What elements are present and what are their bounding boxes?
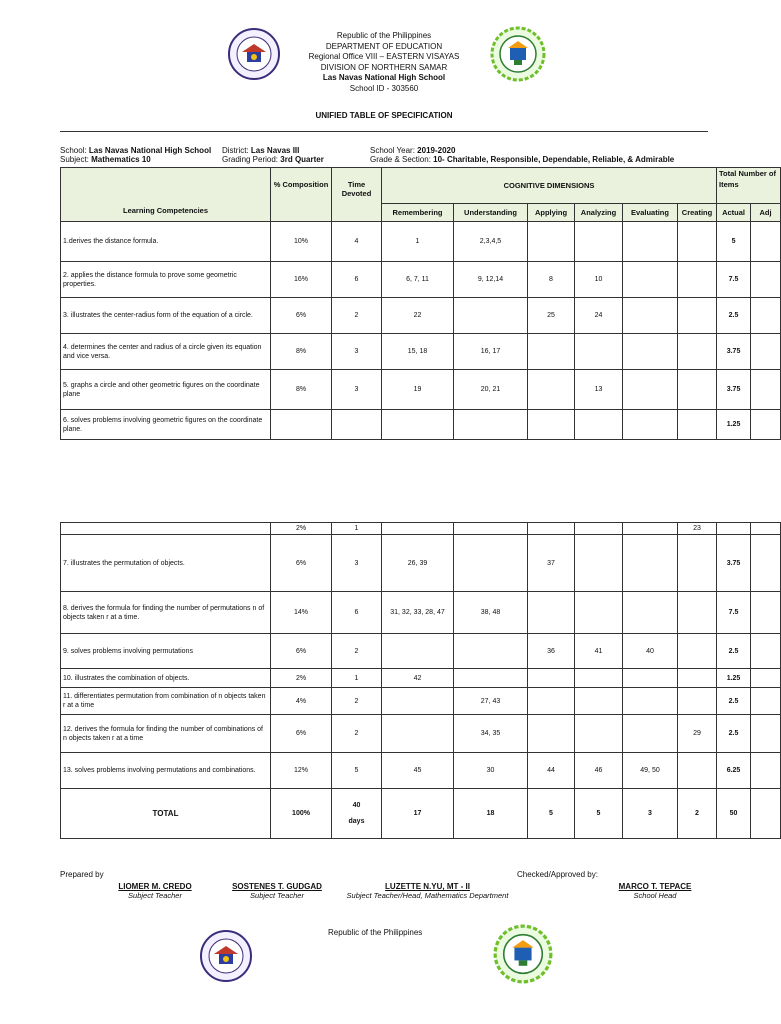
cell-remembering: 15, 18	[382, 334, 454, 370]
cell-actual: 2.5	[717, 688, 751, 715]
cell-understanding: 9, 12,14	[454, 262, 528, 298]
cell-adjusted	[751, 634, 781, 669]
cell-time: 1	[332, 523, 382, 535]
cell-time: 6	[332, 262, 382, 298]
table-row	[61, 222, 781, 262]
total-remembering: 17	[382, 789, 454, 839]
adjusted-header: Adj	[751, 204, 781, 222]
cell-creating	[678, 592, 717, 634]
cell-composition: 14%	[271, 592, 332, 634]
grading-period-info: Grading Period: 3rd Quarter	[222, 155, 324, 164]
cell-understanding: 27, 43	[454, 688, 528, 715]
cell-composition: 6%	[271, 535, 332, 592]
cell-remembering: 31, 32, 33, 28, 47	[382, 592, 454, 634]
cognitive-dimensions-header: COGNITIVE DIMENSIONS	[382, 168, 717, 204]
cell-remembering: 26, 39	[382, 535, 454, 592]
cell-remembering	[382, 634, 454, 669]
cell-applying	[528, 410, 575, 440]
district-info: District: Las Navas III	[222, 146, 300, 155]
cell-competency: 2. applies the distance formula to prove some geometric properties.	[61, 262, 271, 298]
cell-understanding	[454, 535, 528, 592]
table-row	[61, 535, 781, 592]
cell-analyzing: 13	[575, 370, 623, 410]
cell-creating	[678, 535, 717, 592]
cell-competency: 5. graphs a circle and other geometric figures on the coordinate plane	[61, 370, 271, 410]
cell-remembering: 22	[382, 298, 454, 334]
cell-applying	[528, 592, 575, 634]
cell-composition: 8%	[271, 334, 332, 370]
cell-understanding: 2,3,4,5	[454, 222, 528, 262]
cell-adjusted	[751, 535, 781, 592]
cell-evaluating	[623, 592, 678, 634]
table-row	[61, 688, 781, 715]
cell-analyzing	[575, 523, 623, 535]
cell-actual: 3.75	[717, 370, 751, 410]
cell-actual	[717, 523, 751, 535]
cell-competency: 1.derives the distance formula.	[61, 222, 271, 262]
prepared-by-label: Prepared by	[60, 870, 104, 879]
cell-actual: 1.25	[717, 410, 751, 440]
cell-competency: 12. derives the formula for finding the number of combinations of n objects taken r at a time	[61, 715, 271, 753]
cell-composition: 2%	[271, 669, 332, 688]
cell-actual: 1.25	[717, 669, 751, 688]
cell-understanding: 34, 35	[454, 715, 528, 753]
cell-actual: 2.5	[717, 715, 751, 753]
cell-composition: 2%	[271, 523, 332, 535]
checked-by-label: Checked/Approved by:	[517, 870, 598, 879]
total-actual: 50	[717, 789, 751, 839]
cell-creating: 29	[678, 715, 717, 753]
total-evaluating: 3	[623, 789, 678, 839]
cell-creating: 23	[678, 523, 717, 535]
applying-header: Applying	[528, 204, 575, 222]
actual-header: Actual	[717, 204, 751, 222]
cell-time: 3	[332, 535, 382, 592]
department-text: DEPARTMENT OF EDUCATION	[325, 41, 443, 51]
subject-info: Subject: Mathematics 10	[60, 155, 151, 164]
republic-text: Republic of the Philippines	[336, 31, 432, 40]
cell-competency: 11. differentiates permutation from combination of n objects taken r at a time	[61, 688, 271, 715]
cell-adjusted	[751, 410, 781, 440]
cell-understanding	[454, 410, 528, 440]
cell-competency	[61, 523, 271, 535]
cell-applying: 37	[528, 535, 575, 592]
cell-evaluating	[623, 298, 678, 334]
total-time: 40 days	[332, 789, 382, 839]
cell-composition: 6%	[271, 715, 332, 753]
divider	[60, 131, 708, 132]
cell-creating	[678, 298, 717, 334]
cell-competency: 4. determines the center and radius of a circle given its equation and vice versa.	[61, 334, 271, 370]
cell-time	[332, 410, 382, 440]
cell-time: 2	[332, 298, 382, 334]
region-text: Regional Office VIII – EASTERN VISAYAS	[308, 52, 460, 61]
cell-remembering	[382, 688, 454, 715]
cell-creating	[678, 634, 717, 669]
school-name-text: Las Navas National High School	[322, 73, 446, 82]
total-adjusted	[751, 789, 781, 839]
cell-remembering: 45	[382, 753, 454, 789]
cell-creating	[678, 753, 717, 789]
document-title: UNIFIED TABLE OF SPECIFICATION	[315, 111, 453, 120]
cell-time: 2	[332, 688, 382, 715]
cell-time: 4	[332, 222, 382, 262]
cell-evaluating	[623, 222, 678, 262]
cell-understanding: 20, 21	[454, 370, 528, 410]
cell-analyzing	[575, 410, 623, 440]
tos-table-bottom	[60, 522, 781, 839]
cell-evaluating	[623, 334, 678, 370]
cell-evaluating	[623, 523, 678, 535]
cell-adjusted	[751, 753, 781, 789]
cell-understanding	[454, 298, 528, 334]
cell-analyzing	[575, 334, 623, 370]
cell-adjusted	[751, 523, 781, 535]
cell-creating	[678, 410, 717, 440]
total-composition: 100%	[271, 789, 332, 839]
learning-competencies-header: Learning Competencies	[61, 168, 271, 222]
cell-competency: 3. illustrates the center-radius form of the equation of a circle.	[61, 298, 271, 334]
cell-evaluating	[623, 715, 678, 753]
cell-adjusted	[751, 715, 781, 753]
cell-understanding: 38, 48	[454, 592, 528, 634]
cell-composition	[271, 410, 332, 440]
school-info: School: Las Navas National High School	[60, 146, 212, 155]
cell-composition: 16%	[271, 262, 332, 298]
cell-evaluating	[623, 669, 678, 688]
total-creating: 2	[678, 789, 717, 839]
signatory-3: LUZETTE N.YU, MT - II Subject Teacher/Head, Mathematics Department	[346, 882, 509, 900]
table-row	[61, 669, 781, 688]
cell-actual: 5	[717, 222, 751, 262]
cell-analyzing: 24	[575, 298, 623, 334]
table-row	[61, 634, 781, 669]
cell-understanding	[454, 669, 528, 688]
cell-creating	[678, 688, 717, 715]
analyzing-header: Analyzing	[575, 204, 623, 222]
cell-evaluating: 49, 50	[623, 753, 678, 789]
cell-remembering	[382, 523, 454, 535]
cell-applying: 36	[528, 634, 575, 669]
cell-remembering	[382, 715, 454, 753]
cell-adjusted	[751, 298, 781, 334]
cell-competency: 8. derives the formula for finding the number of permutations n of objects taken r at a time.	[61, 592, 271, 634]
cell-evaluating: 40	[623, 634, 678, 669]
cell-adjusted	[751, 592, 781, 634]
cell-understanding	[454, 523, 528, 535]
total-applying: 5	[528, 789, 575, 839]
cell-creating	[678, 262, 717, 298]
cell-time: 1	[332, 669, 382, 688]
table-row	[61, 523, 781, 535]
cell-evaluating	[623, 370, 678, 410]
cell-creating	[678, 334, 717, 370]
cell-remembering: 19	[382, 370, 454, 410]
cell-analyzing	[575, 592, 623, 634]
table-row	[61, 753, 781, 789]
cell-analyzing	[575, 535, 623, 592]
evaluating-header: Evaluating	[623, 204, 678, 222]
cell-adjusted	[751, 262, 781, 298]
cell-remembering: 1	[382, 222, 454, 262]
cell-composition: 6%	[271, 298, 332, 334]
cell-applying	[528, 715, 575, 753]
cell-time: 6	[332, 592, 382, 634]
cell-competency: 13. solves problems involving permutations and combinations.	[61, 753, 271, 789]
cell-applying	[528, 688, 575, 715]
table-row	[61, 298, 781, 334]
total-understanding: 18	[454, 789, 528, 839]
cell-analyzing: 10	[575, 262, 623, 298]
cell-applying	[528, 222, 575, 262]
cell-creating	[678, 222, 717, 262]
cell-analyzing	[575, 669, 623, 688]
table-row	[61, 410, 781, 440]
signatory-4: MARCO T. TEPACE School Head	[618, 882, 692, 900]
school-year-info: School Year: 2019-2020	[370, 146, 456, 155]
cell-composition: 6%	[271, 634, 332, 669]
cell-competency: 7. illustrates the permutation of objects.	[61, 535, 271, 592]
cell-understanding: 30	[454, 753, 528, 789]
cell-applying	[528, 334, 575, 370]
cell-competency: 6. solves problems involving geometric figures on the coordinate plane.	[61, 410, 271, 440]
tos-table-top	[60, 167, 781, 440]
division-text: DIVISION OF NORTHERN SAMAR	[320, 62, 448, 72]
grade-section-info: Grade & Section: 10- Charitable, Responsible, Dependable, Reliable, & Admirable	[370, 155, 675, 164]
total-items-header: Total Number of Items	[717, 168, 781, 204]
cell-composition: 4%	[271, 688, 332, 715]
cell-applying: 44	[528, 753, 575, 789]
school-id-text: School ID - 303560	[349, 83, 419, 93]
cell-actual: 6.25	[717, 753, 751, 789]
cell-actual: 7.5	[717, 592, 751, 634]
deped-seal-footer-icon	[200, 930, 252, 982]
cell-competency: 9. solves problems involving permutations	[61, 634, 271, 669]
cell-remembering: 6, 7, 11	[382, 262, 454, 298]
cell-evaluating	[623, 535, 678, 592]
cell-actual: 3.75	[717, 535, 751, 592]
cell-time: 3	[332, 334, 382, 370]
cell-time: 3	[332, 370, 382, 410]
footer-republic-text: Republic of the Philippines	[328, 928, 423, 937]
time-devoted-header: Time Devoted	[332, 168, 382, 222]
cell-time: 2	[332, 715, 382, 753]
cell-applying	[528, 370, 575, 410]
cell-applying: 25	[528, 298, 575, 334]
remembering-header: Remembering	[382, 204, 454, 222]
signatory-1: LIOMER M. CREDO Subject Teacher	[118, 882, 192, 900]
understanding-header: Understanding	[454, 204, 528, 222]
cell-analyzing: 46	[575, 753, 623, 789]
cell-analyzing	[575, 715, 623, 753]
cell-analyzing: 41	[575, 634, 623, 669]
cell-actual: 2.5	[717, 634, 751, 669]
cell-composition: 12%	[271, 753, 332, 789]
cell-actual: 2.5	[717, 298, 751, 334]
cell-adjusted	[751, 370, 781, 410]
cell-adjusted	[751, 222, 781, 262]
cell-time: 2	[332, 634, 382, 669]
cell-evaluating	[623, 688, 678, 715]
cell-remembering: 42	[382, 669, 454, 688]
cell-applying: 8	[528, 262, 575, 298]
cell-composition: 8%	[271, 370, 332, 410]
table-row	[61, 715, 781, 753]
cell-time: 5	[332, 753, 382, 789]
cell-adjusted	[751, 334, 781, 370]
table-row	[61, 262, 781, 298]
cell-understanding: 16, 17	[454, 334, 528, 370]
table-row	[61, 334, 781, 370]
cell-evaluating	[623, 410, 678, 440]
cell-composition: 10%	[271, 222, 332, 262]
cell-evaluating	[623, 262, 678, 298]
cell-applying	[528, 669, 575, 688]
cell-applying	[528, 523, 575, 535]
total-analyzing: 5	[575, 789, 623, 839]
cell-remembering	[382, 410, 454, 440]
total-label: TOTAL	[61, 789, 271, 839]
cell-analyzing	[575, 688, 623, 715]
table-row	[61, 592, 781, 634]
cell-creating	[678, 370, 717, 410]
signatory-2: SOSTENES T. GUDGAD Subject Teacher	[232, 882, 322, 900]
cell-actual: 7.5	[717, 262, 751, 298]
cell-actual: 3.75	[717, 334, 751, 370]
cell-creating	[678, 669, 717, 688]
cell-understanding	[454, 634, 528, 669]
composition-header: % Composition	[271, 168, 332, 222]
school-seal-footer-icon	[493, 924, 553, 984]
table-row	[61, 370, 781, 410]
cell-adjusted	[751, 688, 781, 715]
creating-header: Creating	[678, 204, 717, 222]
cell-adjusted	[751, 669, 781, 688]
cell-competency: 10. illustrates the combination of objects.	[61, 669, 271, 688]
cell-analyzing	[575, 222, 623, 262]
letterhead	[0, 31, 768, 94]
